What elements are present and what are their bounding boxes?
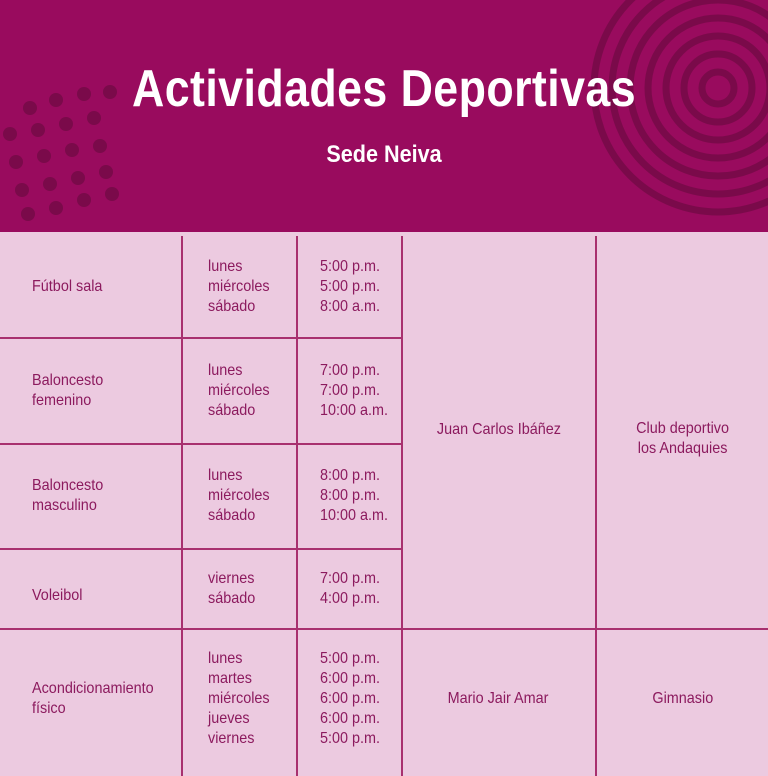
day-label: miércoles [208, 277, 270, 295]
days-list [208, 649, 270, 749]
time-label: 5:00 p.m. [320, 277, 381, 295]
times-list [320, 257, 380, 317]
pattern-dot [15, 183, 29, 197]
day-label: lunes [208, 467, 243, 484]
instructor-name: Juan Carlos Ibáñez [436, 421, 561, 438]
day-label: jueves [208, 710, 250, 727]
days-cell [208, 338, 294, 443]
header-banner [0, 0, 768, 232]
pattern-dot [105, 187, 119, 201]
day-label: miércoles [208, 487, 270, 504]
times-cell [320, 338, 400, 443]
activity-name: Baloncesto femenino [32, 371, 104, 409]
time-label: 7:00 p.m. [320, 381, 381, 399]
schedule-table [0, 232, 768, 776]
time-label: 4:00 p.m. [320, 589, 381, 607]
day-label: miércoles [208, 381, 270, 399]
pattern-dot [71, 171, 85, 185]
instructor-cell [402, 232, 595, 628]
day-label: martes [208, 670, 253, 687]
days-cell [208, 629, 294, 769]
day-label: sábado [208, 507, 256, 524]
activity-cell [32, 236, 180, 337]
time-label: 7:00 p.m. [320, 569, 381, 587]
times-list [320, 569, 380, 609]
day-label: viernes [208, 569, 255, 587]
days-list [208, 361, 270, 421]
time-label: 6:00 p.m. [320, 670, 381, 687]
time-label: 5:00 p.m. [320, 257, 381, 275]
activity-cell [32, 338, 180, 443]
instructor-cell [402, 629, 595, 769]
times-cell [320, 629, 400, 769]
activity-cell [32, 629, 180, 769]
time-label: 5:00 p.m. [320, 730, 381, 747]
time-label: 8:00 p.m. [320, 467, 381, 484]
day-label: lunes [208, 650, 243, 667]
time-label: 6:00 p.m. [320, 690, 381, 707]
location-cell [597, 232, 768, 646]
time-label: 7:00 p.m. [320, 361, 381, 379]
time-label: 8:00 a.m. [320, 297, 381, 315]
activity-cell [32, 444, 180, 548]
day-label: lunes [208, 257, 243, 275]
day-label: sábado [208, 401, 256, 419]
days-list [208, 569, 255, 609]
days-cell [208, 236, 294, 337]
page-title: Actividades Deportivas [131, 60, 637, 118]
column-divider [181, 236, 183, 776]
time-label: 6:00 p.m. [320, 710, 381, 727]
pattern-dot [9, 155, 23, 169]
activity-name: Fútbol sala [32, 277, 103, 295]
days-cell [208, 549, 294, 628]
days-list [208, 257, 270, 317]
pattern-dot [23, 101, 37, 115]
times-cell [320, 549, 400, 628]
times-list [320, 649, 380, 749]
pattern-dot [49, 201, 63, 215]
day-label: lunes [208, 361, 243, 379]
activity-name: Baloncesto masculino [32, 477, 104, 514]
times-list [320, 361, 388, 421]
day-label: sábado [208, 589, 256, 607]
days-cell [208, 444, 294, 548]
pattern-dot [77, 193, 91, 207]
times-list [320, 466, 388, 526]
days-list [208, 466, 270, 526]
pattern-dot [43, 177, 57, 191]
time-label: 5:00 p.m. [320, 650, 381, 667]
time-label: 10:00 a.m. [320, 401, 389, 419]
day-label: miércoles [208, 690, 270, 707]
activity-name: Acondicionamiento físico [32, 680, 154, 717]
time-label: 10:00 a.m. [320, 507, 389, 524]
time-label: 8:00 p.m. [320, 487, 381, 504]
page-subtitle: Sede Neiva [326, 141, 442, 168]
times-cell [320, 444, 400, 548]
day-label: viernes [208, 730, 255, 747]
location-cell [597, 629, 768, 769]
location-name: Club deportivo los Andaquies [636, 420, 729, 457]
times-cell [320, 236, 400, 337]
column-divider [296, 236, 298, 776]
pattern-dot [3, 127, 17, 141]
pattern-dot [31, 123, 45, 137]
instructor-name: Mario Jair Amar [448, 690, 549, 707]
activity-name: Voleibol [32, 587, 83, 604]
day-label: sábado [208, 297, 256, 315]
location-name: Gimnasio [652, 690, 713, 707]
activity-cell [32, 549, 180, 606]
pattern-dot [21, 207, 35, 221]
